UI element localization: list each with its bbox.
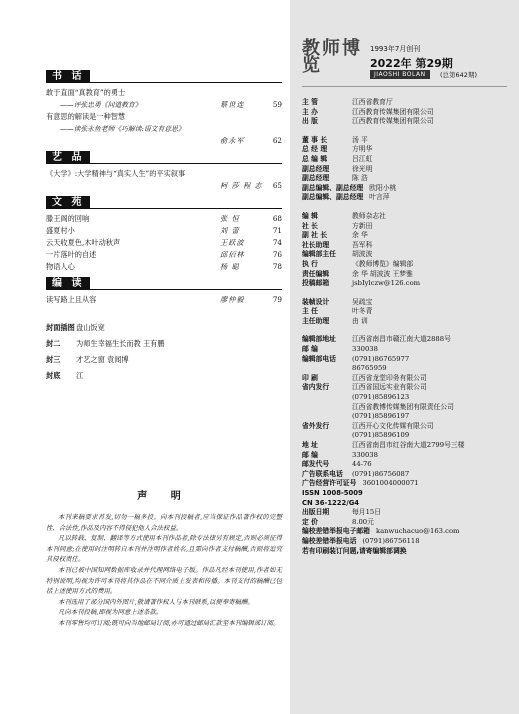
masthead-line xyxy=(302,489,507,499)
toc-entry xyxy=(46,123,282,135)
masthead-value: 江西省南昌市赣江南大道2888号 xyxy=(352,335,451,344)
masthead-value: 吾军科 xyxy=(352,240,373,249)
masthead-panel xyxy=(290,0,519,714)
section-header xyxy=(46,149,282,164)
masthead-line xyxy=(302,279,507,289)
toc-section xyxy=(46,275,282,306)
masthead-key: ISSN 1008-5009 xyxy=(302,488,363,497)
masthead-key: CN 36-1222/G4 xyxy=(302,498,360,507)
masthead-key: 若有印刷装订问题,请寄编辑部调换 xyxy=(302,546,407,555)
table-of-contents xyxy=(46,66,282,384)
masthead-key: 编校差错举报电子邮箱 xyxy=(302,527,370,536)
masthead-value: 陈 浩 xyxy=(352,174,368,183)
cover-credit xyxy=(46,336,282,352)
masthead-value: 汤 平 xyxy=(352,135,368,144)
masthead-key: 副 社 长 xyxy=(302,231,328,240)
masthead-line xyxy=(302,270,507,280)
masthead-key: 编校差错举报电话 xyxy=(302,536,357,545)
cover-key: 封三 xyxy=(46,355,61,364)
masthead-value: 《教师博览》编辑部 xyxy=(352,259,414,268)
masthead-key: 社 长 xyxy=(302,221,318,230)
masthead-key: 社长助理 xyxy=(302,240,330,249)
toc-title: ——读张永鱼老师《巧解读:语文有意思》 xyxy=(60,125,185,133)
masthead-line xyxy=(302,345,507,355)
founded-date: 1993年7月创刊 xyxy=(370,45,421,53)
notice-body xyxy=(46,512,282,629)
masthead-key: 副总编辑、副总经理 xyxy=(302,183,364,192)
toc-author: 蔡世连 xyxy=(220,100,245,109)
masthead-line xyxy=(302,136,507,146)
cover-value: 才艺之窗 袁闻博 xyxy=(76,355,129,364)
toc-page: 65 xyxy=(272,181,282,190)
masthead-key: 编辑部电话 xyxy=(302,354,336,363)
cover-value: 为师生幸福生长而教 王有鹏 xyxy=(76,339,165,348)
masthead-line xyxy=(302,383,507,393)
masthead-value: 86765959 xyxy=(352,364,387,373)
toc-entry xyxy=(46,213,282,225)
masthead-line xyxy=(302,479,507,489)
cover-key: 封底 xyxy=(46,371,61,380)
masthead-value: 江西教育传媒集团有限公司 xyxy=(352,117,434,126)
cover-value: 盘山饭宽 xyxy=(76,323,105,332)
masthead-line xyxy=(302,422,507,432)
toc-entry xyxy=(46,168,282,180)
masthead-line xyxy=(302,241,507,251)
masthead-key: 责任编辑 xyxy=(302,269,330,278)
section-title: 文 苑 xyxy=(46,196,90,209)
masthead-line xyxy=(302,317,507,327)
masthead-value: 由 训 xyxy=(352,316,368,325)
toc-author: 张 恒 xyxy=(220,214,240,223)
toc-title: 敢于直面“真教育”的勇士 xyxy=(46,88,126,97)
notice-block xyxy=(46,487,282,629)
masthead-line xyxy=(302,364,507,374)
masthead-value: 江西省教育厅 xyxy=(352,98,393,106)
masthead-value: 44-76 xyxy=(352,460,372,469)
toc-entry xyxy=(46,111,282,123)
masthead-value: 余 华 xyxy=(352,231,368,240)
masthead-value: 江西省南昌市红谷南大道2799号三楼 xyxy=(352,441,465,449)
masthead-line xyxy=(302,155,507,165)
toc-entry xyxy=(46,294,282,306)
toc-entry xyxy=(46,249,282,261)
masthead-key: 董 事 长 xyxy=(302,135,328,144)
magazine-logo xyxy=(302,40,372,80)
masthead-key: 广告经营许可证号 xyxy=(302,479,357,488)
masthead-key: 邮 编 xyxy=(302,450,318,459)
toc-title: 有意思的解读是一种智慧 xyxy=(46,112,126,121)
masthead-line xyxy=(302,117,507,127)
toc-section xyxy=(46,68,282,147)
toc-page: 76 xyxy=(272,250,282,259)
toc-page: 78 xyxy=(272,262,282,271)
masthead-value: 每月15日 xyxy=(352,508,382,517)
masthead-line xyxy=(302,527,507,537)
masthead-value: 江西省国远实业有限公司 xyxy=(352,383,427,392)
masthead-line xyxy=(302,431,507,441)
masthead-key: 副总经理 xyxy=(302,174,330,183)
masthead-value: (0791)85896123 xyxy=(352,393,410,402)
masthead-line xyxy=(302,451,507,461)
section-title: 书 话 xyxy=(46,70,90,83)
masthead-line xyxy=(302,165,507,175)
masthead-line xyxy=(302,412,507,422)
toc-entry xyxy=(46,180,282,192)
masthead-key: 省内发行 xyxy=(302,383,330,392)
masthead-key: 出版日期 xyxy=(302,508,330,517)
masthead-key: 投稿邮箱 xyxy=(302,279,330,288)
notice-title: 声 明 xyxy=(137,491,191,502)
masthead-key: 主 管 xyxy=(302,98,318,106)
masthead-value: 叶言萍 xyxy=(369,193,390,202)
masthead-value: kanwuchacuo@163.com xyxy=(375,527,460,536)
masthead-value: 3601004000071 xyxy=(362,479,419,488)
masthead-line xyxy=(302,145,507,155)
toc-title: 物语人心 xyxy=(46,262,75,271)
masthead-value: 江西省教博传媒集团有限责任公司 xyxy=(352,402,454,411)
toc-title: 一片落叶的自述 xyxy=(46,250,97,259)
pinyin-badge: JIAOSHI BOLAN xyxy=(370,70,430,79)
toc-author: 杨 聪 xyxy=(220,262,240,271)
toc-page: 62 xyxy=(272,136,282,145)
toc-author: 俞永军 xyxy=(220,136,245,145)
masthead-value: (0791)85896109 xyxy=(352,431,410,440)
cover-credits xyxy=(46,320,282,384)
masthead-line xyxy=(302,508,507,518)
masthead-value: 330038 xyxy=(352,345,378,354)
total-issue: (总第642期) xyxy=(440,71,477,79)
notice-paragraph: 本刊零售均可订阅;既可向当地邮局订阅,亦可通过邮局汇款至本刊编辑部订阅。 xyxy=(58,618,280,627)
toc-title: 《大学》:大学精神与“真实人生”的平实叙事 xyxy=(46,169,186,178)
section-header xyxy=(46,68,282,83)
masthead-key: 装帧设计 xyxy=(302,297,330,306)
masthead-value: 教师杂志社 xyxy=(352,211,386,220)
masthead-line xyxy=(302,212,507,222)
masthead-line xyxy=(302,499,507,509)
masthead-value: 吕江虹 xyxy=(352,154,373,163)
cover-credit xyxy=(46,368,282,384)
toc-author: 廖仲毅 xyxy=(220,295,245,304)
toc-page: 59 xyxy=(272,100,282,109)
logo-text: 教师博览 xyxy=(302,38,362,76)
masthead-line xyxy=(302,222,507,232)
masthead-value: 欧阳小桃 xyxy=(369,183,397,192)
masthead-value: (0791)85896197 xyxy=(352,412,410,421)
masthead-key: 主任助理 xyxy=(302,316,330,325)
masthead-value: (0791)86756118 xyxy=(362,536,420,545)
masthead-line xyxy=(302,460,507,470)
masthead-value: (0791)86756087 xyxy=(352,469,410,478)
toc-title: 盛夏村小 xyxy=(46,226,75,235)
masthead-line xyxy=(302,260,507,270)
cover-key: 封面插图 xyxy=(46,323,75,332)
issue-number: 2022年 第29期 xyxy=(370,57,453,70)
group-gap xyxy=(302,289,507,298)
toc-author: 邱佰林 xyxy=(220,250,245,259)
cover-value: 江 xyxy=(76,371,84,380)
cover-credit xyxy=(46,320,282,336)
masthead-value: 方明华 xyxy=(352,145,373,154)
masthead-key: 副总经理 xyxy=(302,164,330,173)
masthead-key: 广告联系电话 xyxy=(302,469,343,478)
masthead-line xyxy=(302,547,507,557)
masthead-key: 总 编 辑 xyxy=(302,154,328,163)
toc-entry xyxy=(46,87,282,99)
notice-paragraph: 凡以转载、复制、翻译等方式使用本刊作品者,除专法律另有规定,否则必须征得本刊同意;在使用时注明转自本刊并注明作者姓名,且需向作者支付稿酬,否则将追究其侵权责任。 xyxy=(46,534,282,564)
masthead-line xyxy=(302,518,507,528)
masthead-value: 330038 xyxy=(352,450,378,459)
masthead-key: 编 辑 xyxy=(302,211,318,220)
masthead-line xyxy=(302,393,507,403)
masthead-key: 出 版 xyxy=(302,117,318,126)
masthead-line xyxy=(302,108,507,118)
toc-entry xyxy=(46,237,282,249)
toc-page: 71 xyxy=(272,226,282,235)
cover-credit xyxy=(46,352,282,368)
toc-title: 滕王阁的回响 xyxy=(46,214,90,223)
masthead-value: 徐光明 xyxy=(352,164,373,173)
group-gap xyxy=(302,203,507,212)
toc-section xyxy=(46,194,282,273)
toc-author: 王跃波 xyxy=(220,238,245,247)
masthead-line xyxy=(302,98,507,108)
masthead-value: 方新田 xyxy=(352,221,373,230)
toc-page: 79 xyxy=(272,295,282,304)
notice-paragraph: 本刊已被中国知网数据库收录并代理网络电子版。作品凡经本刊使用,作者如无特别说明,均视为许可本刊将其作品在不同介质上发表和传播。本刊支付的稿酬已包括上述使用方式的费用。 xyxy=(46,565,282,596)
masthead-key: 编辑部主任 xyxy=(302,250,336,259)
masthead-line xyxy=(302,250,507,260)
masthead-key: 副总编辑、副总经理 xyxy=(302,193,364,202)
toc-entry xyxy=(46,99,282,111)
masthead-key: 主 任 xyxy=(302,307,318,316)
toc-title: 读写路上且从容 xyxy=(46,295,97,304)
masthead-key: 总 经 理 xyxy=(302,145,328,154)
masthead-line xyxy=(302,441,507,451)
masthead-key: 主 办 xyxy=(302,107,318,116)
toc-author: 柯 莎 程 志 xyxy=(220,181,263,190)
notice-paragraph: 本刊来稿要求首发,切勿一稿多投。向本刊投稿者,应当保证作品著作权的完整性、合法性,作品及内容不得侵犯他人合法权益。 xyxy=(46,513,282,532)
toc-entry xyxy=(46,135,282,147)
masthead-line xyxy=(302,537,507,547)
masthead-line xyxy=(302,470,507,480)
toc-author: 刘 蕾 xyxy=(220,226,240,235)
masthead-key: 编辑部地址 xyxy=(302,335,336,344)
masthead-value: 叶冬青 xyxy=(352,307,373,316)
notice-paragraph: 本刊选用了部分国内外图片,敬请著作权人与本刊联系,以便奉寄稿酬。 xyxy=(58,597,254,606)
masthead-value: (0791)86765977 xyxy=(352,354,410,363)
masthead-value: 余 华 胡波波 王梦雅 xyxy=(352,269,413,278)
masthead-key: 邮 编 xyxy=(302,345,318,354)
divider xyxy=(302,86,507,87)
masthead-list xyxy=(302,98,507,556)
masthead-value: 吴疏宝 xyxy=(352,297,373,306)
toc-title: 云天收夏色,木叶动秋声 xyxy=(46,238,121,247)
toc-page: 74 xyxy=(272,238,282,247)
masthead-key: 省外发行 xyxy=(302,421,330,430)
group-gap xyxy=(302,127,507,136)
masthead-key: 印 刷 xyxy=(302,373,318,382)
masthead-line xyxy=(302,298,507,308)
toc-entry xyxy=(46,225,282,237)
masthead-line xyxy=(302,307,507,317)
masthead-line xyxy=(302,193,507,203)
masthead-line xyxy=(302,184,507,194)
masthead-line xyxy=(302,335,507,345)
masthead-key: 地 址 xyxy=(302,441,318,449)
masthead-line xyxy=(302,231,507,241)
masthead-value: 8.00元 xyxy=(352,517,374,526)
masthead-value: 江西省龙堂印务有限公司 xyxy=(352,373,427,382)
cover-key: 封二 xyxy=(46,339,61,348)
toc-page: 68 xyxy=(272,214,282,223)
masthead-line xyxy=(302,174,507,184)
toc-title: ——评张忠勇《问道教育》 xyxy=(60,101,142,109)
section-header xyxy=(46,194,282,209)
toc-section xyxy=(46,149,282,192)
masthead-value: 胡波波 xyxy=(352,250,373,259)
masthead-line xyxy=(302,403,507,413)
section-title: 艺 品 xyxy=(46,151,90,164)
section-title: 编 读 xyxy=(46,277,90,290)
notice-paragraph: 凡向本刊投稿,即视为同意上述条款。 xyxy=(58,608,163,617)
masthead-key: 执 行 xyxy=(302,259,318,268)
masthead-line xyxy=(302,374,507,384)
toc-entry xyxy=(46,261,282,273)
masthead-key: 邮发代号 xyxy=(302,460,330,469)
masthead-value: 江西开心文化传媒有限公司 xyxy=(352,421,434,430)
masthead-line xyxy=(302,355,507,365)
masthead-key: 定 价 xyxy=(302,517,318,526)
masthead-value: 江西教育传媒集团有限公司 xyxy=(352,107,434,116)
section-header xyxy=(46,275,282,290)
masthead-value: jsbIylczw@126.com xyxy=(352,279,421,288)
